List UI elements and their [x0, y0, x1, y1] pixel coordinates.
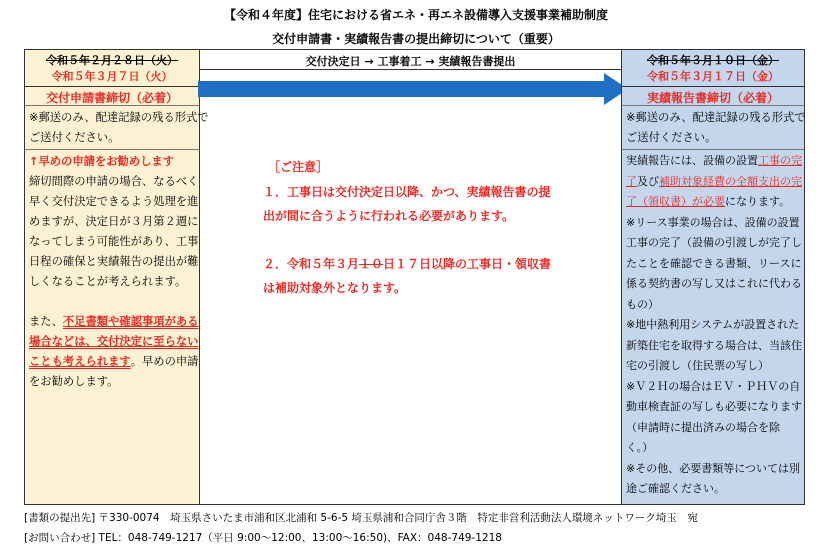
left-mail-note: ※郵送のみ、配達記録の残る形式で ご送付ください。 — [24, 106, 200, 150]
caution-item-1: １．工事日は交付決定日以降、かつ、実績報告書の提 — [263, 185, 551, 199]
flow-text: 交付決定日 → 工事着工 → 実績報告書提出 — [305, 55, 516, 68]
submission-address: [書類の提出先] 〒330-0074 埼玉県さいたま市浦和区北浦和 5-6-5 埼玉県浦和合同庁舎３階 特定非営利活動法人環境ネットワーク埼玉 宛 — [24, 512, 698, 524]
left-new-date: 令和５年３月７日（火） — [51, 70, 173, 83]
left-advice-panel: ↑早めの申請をお勧めします 締切間際の申請の場合、なるべく 早く交付決定できるよう処理を進 めますが、決定日が３月第２週に なってしまう可能性があり、工事 日程の確保と実績報告の提出が難 しくなることが考えられます。 また、不足書類や確認事項がある 場合などは、交付決定に至らない ことも考えられます。早めの申請 をお勧めします。 — [24, 150, 200, 505]
document-subtitle: 交付申請書・実績報告書の提出締切について（重要） — [272, 32, 560, 46]
left-deadline-heading: 交付申請書締切（必着） — [24, 87, 200, 106]
right-deadline-heading: 実績報告書締切（必着） — [621, 87, 805, 106]
right-date-header — [621, 49, 805, 87]
caution-item-1-cont: 出が間に合うように行われる必要があります。 — [263, 209, 515, 223]
left-warning-text: また、不足書類や確認事項がある — [29, 315, 199, 328]
flow-header — [200, 49, 621, 70]
right-requirements-panel: 実績報告には、設備の設置工事の完 了及び補助対象経費の全額支出の完 了（領収書）が必要になります。 ※リース事業の場合は、設備の設置 工事の完了（設備の引渡しが完了し たことを確認できる書類、リースに 係る契約書の写し又はこれに代わる もの） ※地中熱利用システムが設置された 新築住宅を取得する場合は、当該住 宅の引渡し（住民票の写し） ※Ｖ２Ｈの場合はＥＶ・ＰＨＶの自 動車検査証の写しも必要になります （申請時に提出済みの場合を除 く。） ※その他、必要書類等については別 途ご確認ください。 — [621, 150, 805, 505]
right-new-date: 令和５年３月１７日（金） — [647, 70, 779, 83]
caution-item-2-cont: は補助対象外となります。 — [263, 281, 407, 295]
contact-info: [お問い合わせ] TEL：048-749-1217（平日 9:00～12:00、13:00～16:50)、FAX：048-749-1218 — [24, 532, 502, 544]
right-mail-note: ※郵送のみ、配達記録の残る形式で ご送付ください。 — [621, 106, 805, 150]
left-advice-heading: ↑早めの申請をお勧めします — [29, 155, 175, 168]
caution-title: ［ご注意］ — [268, 160, 329, 174]
left-date-header — [24, 49, 200, 87]
caution-item-2: ２．令和５年３月１０日１７日以降の工事日・領収書 — [263, 257, 552, 271]
right-old-date: 令和５年３月１０日（金） — [647, 54, 779, 67]
document-title: 【令和４年度】住宅における省エネ・再エネ設備導入支援事業補助制度 — [223, 8, 608, 22]
arrow-icon — [196, 72, 631, 106]
left-old-date: 令和５年２月２８日（火） — [46, 54, 178, 67]
